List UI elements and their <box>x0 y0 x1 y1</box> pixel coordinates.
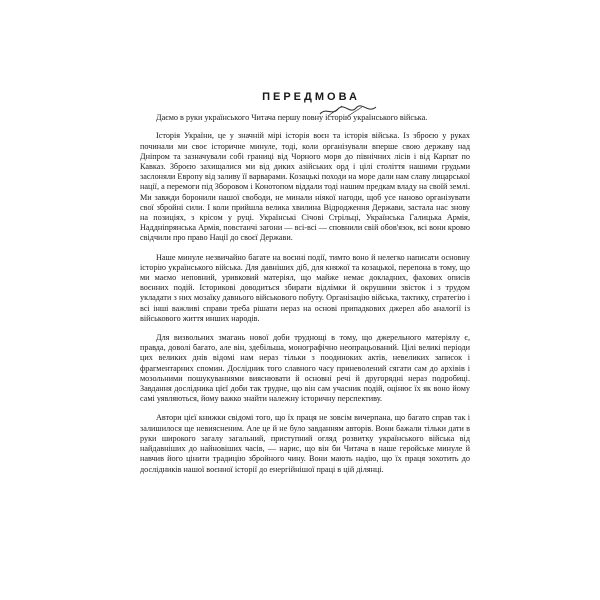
text-column <box>140 92 470 484</box>
page-heading: ПЕРЕДМОВА <box>262 91 360 103</box>
paragraph-1: Даємо в руки українського Читача першу повну історію українського війська. <box>156 113 428 123</box>
paragraph-4: Для визвольних змагань нової доби труднощі в тому, що джерельного матеріялу є, правда, доволі багато, але він, здебільша, монографічно неопрацьований. Цілі великі періоди цих великих днів відомі нам нераз тільки з поодиноких актів, невеликих записок і фрагментарних спомин. Дослідник того славного часу приневолений сягати сам до архівів і мозольними пошукуваннями вияснювати й основні речі й другорядні нераз подробиці. Завдання дослідника цієї доби так трудне, що він сам учасник подій, оцінює їх як воно йому самі уявляються, йому важко знайти належну історичну перспективу. <box>140 333 470 404</box>
handwritten-correction-mark <box>318 104 378 118</box>
paragraph-3: Наше минуле незвичайно багате на воєнні події, тимто воно й нелегко написати основну історію українського війська. Для давніших діб, для княжої та козацької, перепона в тому, що ми маємо неповний, уривковий матеріял, що майже немає докладних, фахових описів воєнних подій. Історикові доводиться збирати відлімки й окрушини звісток і з трудом укладати з них мозаїку давнього військового побуту. Організацію війська, тактику, стратегію і всі інші важливі справи треба рішати нераз на основі припадкових джерел або аналогії із військового життя инших народів. <box>140 252 470 323</box>
paragraph-5: Автори цієї книжки свідомі того, що їх праця не зовсім вичерпана, що багато справ так і залишилося ще невиясненим. Але це й не було завданням авторів. Вони бажали тільки дати в руки широкого загалу загальний, приступний огляд розвитку українського війська від найдавніших до найновіших часів, — нарис, що він би Читача в наше геройське минуле й навчив його цінити традицію збройного чину. Вони мають надію, що їх праця зохотить до дослідників нашої воєнної історії до енергійнішої праці в цій ділянці. <box>140 413 470 474</box>
paragraph-2: Історія України, це у значній мірі історія воєн та історія війська. Із зброєю у руках починали ми своє історичне минуле, тоді, коли організували вперше свою державу над Дніпром та зазначували собі границі від Чорного моря до північних лісів і від Карпат по Кавказ. Зброєю захищалися ми від диких азійських орд і цілі століття нашими грудьми заслоняли Европу від заливу її варварами. Козацькі походи на море дали нам славу лицарської нації, а перемоги під Зборовом і Конотопом віддали тоді нашим предкам владу на своїй землі. Ми завжди боронили нашої свободи, не минали ніякої нагоди, щоб усе наново організувати свої збройні сили. І коли прийшла велика хвилина Відродження Держави, застала нас знову на позиціях, з крісом у руці. Українські Січові Стрільці, Українська Галицька Армія, Наддніпрянська Армія, повстанчі загони — всі-всі — сповнили свій обов'язок, всі вони кровю свідчили про право Нації до своєї Держави. <box>140 131 470 243</box>
